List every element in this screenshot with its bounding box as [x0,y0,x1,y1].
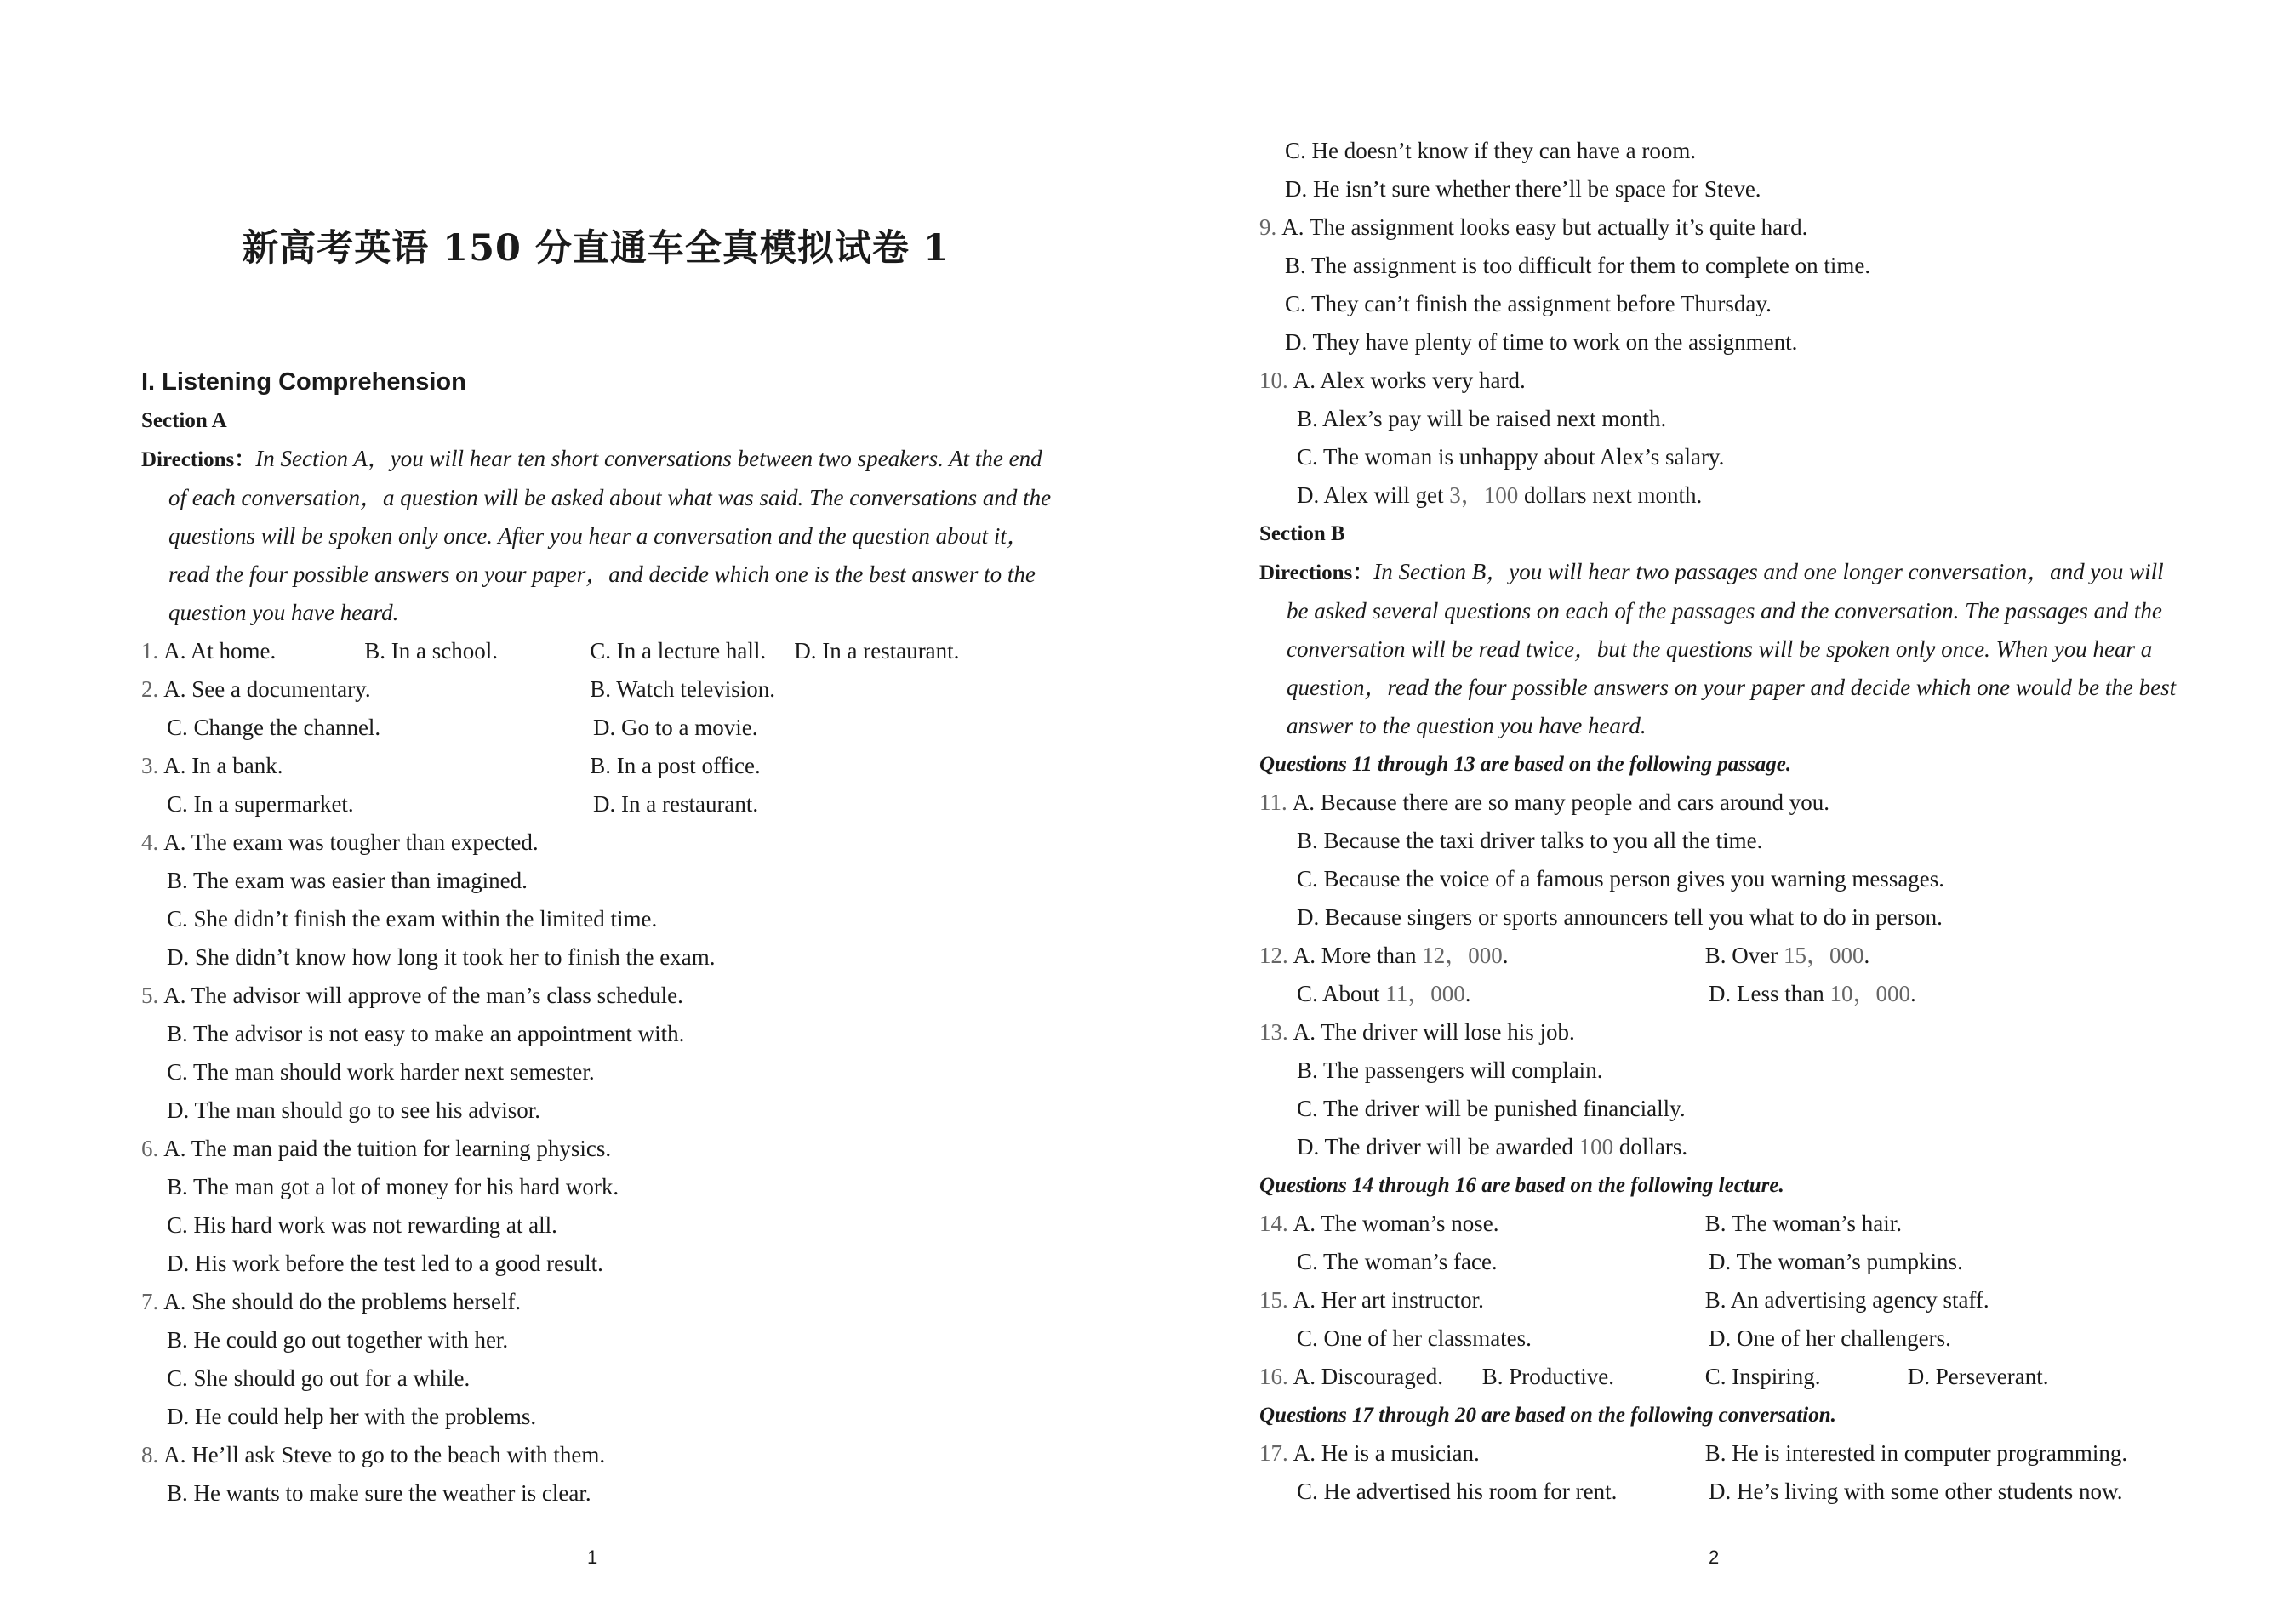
question-number: 10. [1259,368,1288,393]
directions-line: question you have heard. [168,600,399,625]
option-a: A. Alex works very hard. [1293,368,1526,393]
question-8 [141,1436,1069,1474]
option-a: A. The driver will lose his job. [1293,1019,1575,1045]
question-number: 12. [1259,943,1288,968]
option-text: A. More than [1293,943,1423,968]
option-b: B. In a post office. [590,753,761,778]
directions-line: be asked several questions on each of the passages and the conversation. The passages and the [1287,598,2162,624]
question-13 [1259,1013,2178,1051]
question-11 [1259,784,2178,822]
option-b: B. The man got a lot of money for his hard work. [167,1174,619,1199]
left-column [141,363,1069,1513]
page-number: 2 [1709,1547,1720,1568]
amount-value: 3，100 [1449,482,1519,508]
directions-line: read the four possible answers on your paper，and decide which one is the best answer to the [168,561,1036,587]
option-c: C. She didn’t finish the exam within the limited time. [167,906,658,932]
option-b: B. He is interested in computer programming. [1704,1440,2128,1466]
question-2-cd [141,709,1069,747]
question-group-heading: Questions 11 through 13 are based on the following passage. [1259,753,1792,776]
question-5 [141,977,1069,1015]
option-b: B. The exam was easier than imagined. [167,868,528,893]
paper-title: 新高考英语 150 分直通车全真模拟试卷 1 [242,227,950,270]
option-a: A. The exam was tougher than expected. [163,829,539,855]
option-c: C. Inspiring. [1704,1364,1821,1389]
section-b-directions [1259,553,2178,745]
amount-value: 10，000 [1829,981,1910,1006]
option-b: B. The advisor is not easy to make an appointment with. [167,1021,685,1046]
directions-line: answer to the question you have heard. [1287,713,1647,738]
question-number: 4. [141,829,159,855]
question-15 [1259,1281,2178,1319]
option-a [1293,937,1705,975]
option-a: A. At home. [163,638,277,664]
option-b: B. He wants to make sure the weather is clear. [167,1480,591,1506]
option-text: dollars. [1618,1134,1688,1160]
option-d [1259,1128,2178,1166]
option-text: . [1502,943,1509,968]
option-d: D. Go to a movie. [593,715,758,740]
option-d: D. They have plenty of time to work on the assignment. [1285,329,1798,355]
option-b: B. Watch television. [590,676,776,702]
question-group-heading: Questions 17 through 20 are based on the following conversation. [1259,1404,1836,1427]
question-14-cd [1259,1243,2178,1281]
option-c [1297,975,1709,1013]
option-d: D. The woman’s pumpkins. [1709,1249,1963,1274]
option-text: D. Less than [1709,981,1830,1006]
directions-line: In Section B，you will hear two passages and one longer conversation，and you will [1373,559,2164,584]
option-d: D. The man should go to see his advisor. [167,1097,540,1123]
directions-line: conversation will be read twice，but the questions will be spoken only once. When you hear a [1287,636,2153,662]
question-17-cd [1259,1473,2178,1511]
option-c: C. His hard work was not rewarding at all. [167,1212,557,1238]
question-number: 11. [1259,789,1287,815]
question-number: 14. [1259,1211,1288,1236]
directions-label: Directions： [1259,561,1374,584]
option-text: C. About [1297,981,1386,1006]
amount-value: 12，000 [1422,943,1503,968]
question-9 [1259,208,2178,247]
option-d [1709,975,1916,1013]
question-4 [141,823,1069,862]
option-d: D. One of her challengers. [1709,1325,1951,1351]
option-text: . [1464,981,1471,1006]
question-number: 1. [141,638,159,664]
option-a: A. She should do the problems herself. [163,1289,522,1314]
directions-line: questions will be spoken only once. After you hear a conversation and the question about it， [168,523,1030,549]
question-16 [1259,1358,2178,1396]
option-b: B. The woman’s hair. [1704,1211,1902,1236]
question-number: 15. [1259,1287,1288,1313]
option-c: C. He doesn’t know if they can have a room. [1285,138,1697,163]
option-a: A. The man paid the tuition for learning physics. [163,1136,612,1161]
option-c: C. The man should work harder next semester. [167,1059,595,1085]
option-c: C. One of her classmates. [1297,1325,1532,1351]
option-a: A. Because there are so many people and cars around you. [1292,789,1830,815]
question-number: 8. [141,1442,159,1467]
part-heading: I. Listening Comprehension [141,368,466,396]
option-text: . [1909,981,1916,1006]
option-text: D. The driver will be awarded [1297,1134,1573,1160]
option-a: A. Her art instructor. [1293,1287,1484,1313]
question-number: 13. [1259,1019,1288,1045]
section-a-label: Section A [141,409,227,432]
directions-line: In Section A，you will hear ten short conversations between two speakers. At the end [255,446,1042,471]
question-17 [1259,1434,2178,1473]
option-d: D. He isn’t sure whether there’ll be space for Steve. [1285,176,1761,202]
option-b: B. The assignment is too difficult for them to complete on time. [1285,253,1871,278]
question-3 [141,747,1069,785]
option-d: D. Because singers or sports announcers tell you what to do in person. [1297,904,1943,930]
option-a: A. In a bank. [163,753,283,778]
question-14 [1259,1205,2178,1243]
option-a: A. See a documentary. [163,676,371,702]
option-c: C. The woman’s face. [1297,1249,1498,1274]
question-group-heading: Questions 14 through 16 are based on the following lecture. [1259,1174,1784,1197]
option-c: C. Change the channel. [167,715,381,740]
option-c: C. He advertised his room for rent. [1297,1479,1618,1504]
question-number: 17. [1259,1440,1288,1466]
directions-label: Directions： [141,448,256,471]
question-12-cd [1259,975,2178,1013]
option-c: C. They can’t finish the assignment before Thursday. [1285,291,1772,316]
question-number: 3. [141,753,159,778]
option-b: B. The passengers will complain. [1297,1057,1603,1083]
option-c: C. In a supermarket. [167,791,354,817]
option-d [1259,476,2178,515]
option-c: C. In a lecture hall. [590,638,767,664]
question-3-cd [141,785,1069,823]
option-d: D. She didn’t know how long it took her to finish the exam. [167,944,716,970]
question-1 [141,632,1069,670]
option-text: dollars next month. [1523,482,1703,508]
option-c: C. Because the voice of a famous person gives you warning messages. [1297,866,1945,892]
question-12 [1259,937,2178,975]
option-c: C. The driver will be punished financially. [1297,1096,1686,1121]
option-d: D. His work before the test led to a good result. [167,1251,603,1276]
directions-line: question，read the four possible answers on your paper and decide which one would be the best [1287,675,2177,700]
option-d: D. In a restaurant. [593,791,759,817]
question-number: 2. [141,676,159,702]
section-a-directions [141,440,1069,632]
option-text: . [1863,943,1870,968]
option-d: D. He’s living with some other students now. [1709,1479,2123,1504]
option-a: A. The assignment looks easy but actually it’s quite hard. [1281,214,1808,240]
page-1 [0,0,1140,1624]
option-a: A. He is a musician. [1293,1440,1480,1466]
option-b: B. Alex’s pay will be raised next month. [1297,406,1667,431]
option-b: B. Because the taxi driver talks to you all the time. [1297,828,1763,853]
option-a: A. He’ll ask Steve to go to the beach with them. [163,1442,606,1467]
question-15-cd [1259,1319,2178,1358]
option-a: A. The woman’s nose. [1293,1211,1499,1236]
question-number: 9. [1259,214,1277,240]
option-a: A. The advisor will approve of the man’s class schedule. [163,983,683,1008]
directions-line: of each conversation，a question will be asked about what was said. The conversations and the [168,485,1052,510]
question-number: 6. [141,1136,159,1161]
option-text: D. Alex will get [1297,482,1444,508]
option-b: B. He could go out together with her. [167,1327,509,1353]
amount-value: 11，000 [1385,981,1465,1006]
page-number: 1 [587,1547,598,1568]
option-d: D. Perseverant. [1907,1364,2049,1389]
amount-value: 15，000 [1783,943,1864,968]
option-c: C. She should go out for a while. [167,1365,471,1391]
question-number: 16. [1259,1364,1288,1389]
question-2 [141,670,1069,709]
option-a: A. Discouraged. [1293,1364,1443,1389]
option-b [1705,937,1869,975]
section-b-label: Section B [1259,522,1345,545]
question-number: 7. [141,1289,159,1314]
question-number: 5. [141,983,159,1008]
option-d: D. He could help her with the problems. [167,1404,537,1429]
option-c: C. The woman is unhappy about Alex’s salary. [1297,444,1725,470]
option-b: B. Productive. [1481,1364,1614,1389]
option-b: B. An advertising agency staff. [1704,1287,1989,1313]
question-7 [141,1283,1069,1321]
question-6 [141,1130,1069,1168]
option-d: D. In a restaurant. [794,638,960,664]
right-column [1259,132,2178,1511]
question-10 [1259,362,2178,400]
amount-value: 100 [1578,1134,1614,1160]
option-text: B. Over [1704,943,1784,968]
option-b: B. In a school. [364,638,498,664]
